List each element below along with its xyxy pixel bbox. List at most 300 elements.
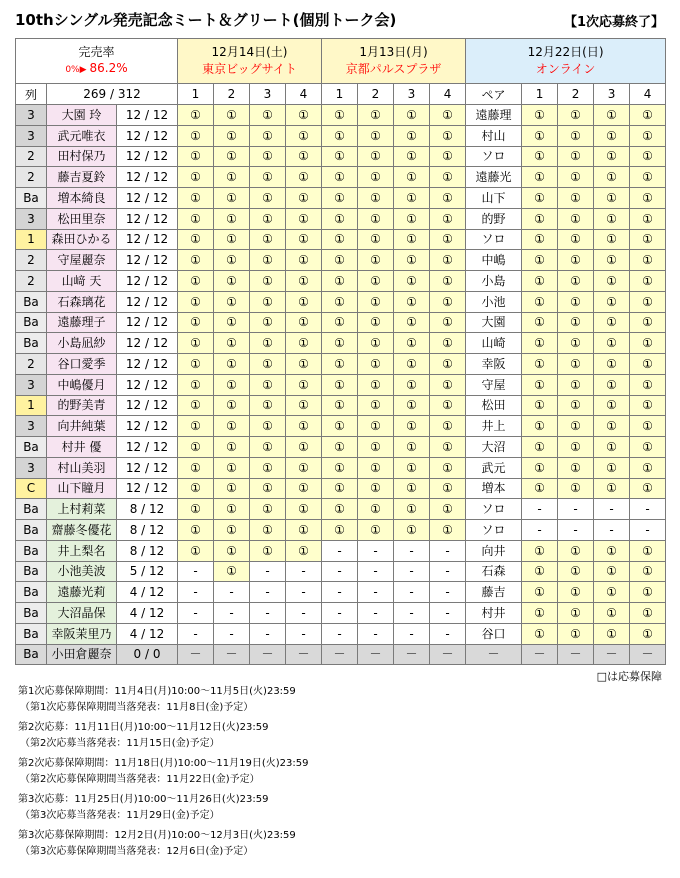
- kyoto-slot-cell: ①: [394, 250, 430, 271]
- online-slot-cell: ①: [630, 333, 666, 354]
- online-slot-cell: －: [594, 644, 630, 665]
- online-slot-cell: ①: [630, 167, 666, 188]
- online-slot-cell: ①: [630, 623, 666, 644]
- row-position-cell: 3: [16, 374, 47, 395]
- kyoto-slot-cell: ①: [358, 333, 394, 354]
- tokyo-slot-cell: ①: [178, 354, 214, 375]
- tokyo-slot-cell: ①: [178, 188, 214, 209]
- tokyo-slot-cell: ①: [250, 105, 286, 126]
- sellout-rate-label: 完売率: [78, 45, 115, 59]
- kyoto-slot-cell: -: [394, 561, 430, 582]
- row-position-cell: Ba: [16, 520, 47, 541]
- schedule-note: [18, 720, 309, 752]
- kyoto-slot-cell: ①: [322, 105, 358, 126]
- event-date: 12月14日(土): [211, 45, 288, 59]
- kyoto-slot-cell: ①: [322, 167, 358, 188]
- kyoto-slot-cell: ①: [358, 395, 394, 416]
- kyoto-slot-cell: ①: [430, 188, 466, 209]
- online-slot-cell: ①: [594, 437, 630, 458]
- online-slot-cell: ①: [558, 312, 594, 333]
- online-slot-cell: ①: [630, 105, 666, 126]
- tokyo-slot-cell: ①: [178, 416, 214, 437]
- kyoto-slot-cell: ①: [322, 229, 358, 250]
- online-slot-cell: ①: [522, 291, 558, 312]
- online-slot-cell: ①: [522, 437, 558, 458]
- online-slot-cell: ①: [522, 208, 558, 229]
- online-slot-cell: ①: [522, 105, 558, 126]
- pair-cell: 小島: [466, 271, 522, 292]
- schedule-note: [18, 684, 309, 716]
- kyoto-slot-cell: ①: [394, 374, 430, 395]
- kyoto-slot-cell: -: [430, 582, 466, 603]
- tokyo-slot-cell: -: [178, 623, 214, 644]
- kyoto-slot-cell: -: [322, 603, 358, 624]
- sold-count-cell: 0 / 0: [117, 644, 178, 665]
- online-slot-cell: ①: [594, 250, 630, 271]
- tokyo-slot-cell: ①: [178, 291, 214, 312]
- online-slot-cell: ①: [594, 229, 630, 250]
- kyoto-slot-cell: ①: [394, 437, 430, 458]
- kyoto-slot-cell: －: [430, 644, 466, 665]
- kyoto-slot-cell: -: [358, 623, 394, 644]
- kyoto-slot-cell: ①: [322, 333, 358, 354]
- schedule-note: [18, 792, 309, 824]
- kyoto-slot-cell: ①: [430, 105, 466, 126]
- online-slot-cell: ①: [522, 271, 558, 292]
- sold-count-cell: 8 / 12: [117, 520, 178, 541]
- tokyo-slot-cell: ①: [214, 291, 250, 312]
- kyoto-slot-cell: ①: [358, 125, 394, 146]
- tokyo-slot-cell: －: [178, 644, 214, 665]
- application-period: 第2次応募保障期間：11月18日(月)10:00～11月19日(火)23:59: [18, 758, 309, 769]
- tokyo-slot-cell: ①: [178, 229, 214, 250]
- slot-header: 4: [286, 84, 322, 105]
- pair-cell: 藤吉: [466, 582, 522, 603]
- tokyo-slot-cell: ①: [178, 125, 214, 146]
- online-slot-cell: －: [558, 644, 594, 665]
- kyoto-slot-cell: ①: [322, 478, 358, 499]
- pair-cell: 山下: [466, 188, 522, 209]
- schedule-note: [18, 756, 309, 788]
- online-slot-cell: ①: [630, 540, 666, 561]
- kyoto-slot-cell: ①: [358, 167, 394, 188]
- table-row: [16, 437, 666, 458]
- kyoto-slot-cell: ①: [358, 229, 394, 250]
- tokyo-slot-cell: ①: [178, 208, 214, 229]
- kyoto-slot-cell: ①: [430, 271, 466, 292]
- online-slot-cell: ①: [630, 312, 666, 333]
- kyoto-slot-cell: -: [322, 623, 358, 644]
- online-slot-cell: ①: [522, 623, 558, 644]
- pair-cell: 的野: [466, 208, 522, 229]
- kyoto-slot-cell: ①: [358, 105, 394, 126]
- table-row: [16, 354, 666, 375]
- tokyo-slot-cell: ①: [178, 457, 214, 478]
- online-slot-cell: ①: [630, 208, 666, 229]
- tokyo-slot-cell: ①: [214, 478, 250, 499]
- kyoto-slot-cell: ①: [430, 250, 466, 271]
- kyoto-slot-cell: ①: [430, 478, 466, 499]
- online-slot-cell: ①: [558, 188, 594, 209]
- online-slot-cell: ①: [594, 582, 630, 603]
- event-date: 12月22日(日): [527, 45, 604, 59]
- event-header-online: [466, 39, 666, 84]
- online-slot-cell: ①: [558, 229, 594, 250]
- online-slot-cell: ①: [558, 582, 594, 603]
- table-row: [16, 271, 666, 292]
- sold-count-cell: 5 / 12: [117, 561, 178, 582]
- member-name-cell: 田村保乃: [47, 146, 117, 167]
- kyoto-slot-cell: ①: [322, 457, 358, 478]
- pair-cell: 武元: [466, 457, 522, 478]
- slot-header: 1: [322, 84, 358, 105]
- row-position-cell: Ba: [16, 540, 47, 561]
- kyoto-slot-cell: ①: [322, 520, 358, 541]
- tokyo-slot-cell: ①: [286, 437, 322, 458]
- online-slot-cell: ①: [594, 146, 630, 167]
- online-slot-cell: ①: [558, 623, 594, 644]
- tokyo-slot-cell: ①: [286, 478, 322, 499]
- sold-count-cell: 4 / 12: [117, 603, 178, 624]
- result-announcement: （第3次応募保障期間当落発表：12月6日(金)予定）: [20, 846, 254, 857]
- tokyo-slot-cell: -: [286, 603, 322, 624]
- pair-cell: 中嶋: [466, 250, 522, 271]
- application-period: 第3次応募：11月25日(月)10:00～11月26日(火)23:59: [18, 794, 269, 805]
- row-position-cell: 2: [16, 354, 47, 375]
- online-slot-cell: ①: [522, 167, 558, 188]
- table-row: [16, 125, 666, 146]
- online-slot-cell: ①: [558, 561, 594, 582]
- row-position-cell: 2: [16, 271, 47, 292]
- tokyo-slot-cell: ①: [214, 250, 250, 271]
- kyoto-slot-cell: ①: [358, 416, 394, 437]
- online-slot-cell: ①: [594, 457, 630, 478]
- member-name-cell: 松田里奈: [47, 208, 117, 229]
- tokyo-slot-cell: ①: [250, 125, 286, 146]
- online-slot-cell: ①: [558, 291, 594, 312]
- online-slot-cell: ①: [522, 374, 558, 395]
- tokyo-slot-cell: ①: [178, 167, 214, 188]
- tokyo-slot-cell: ①: [286, 229, 322, 250]
- kyoto-slot-cell: ①: [394, 499, 430, 520]
- tokyo-slot-cell: ①: [250, 271, 286, 292]
- online-slot-cell: ①: [522, 416, 558, 437]
- tokyo-slot-cell: ①: [250, 167, 286, 188]
- slot-header: 4: [430, 84, 466, 105]
- table-header-slots: [16, 84, 666, 105]
- tokyo-slot-cell: ①: [286, 250, 322, 271]
- kyoto-slot-cell: ①: [394, 395, 430, 416]
- kyoto-slot-cell: ①: [358, 271, 394, 292]
- tokyo-slot-cell: ①: [286, 271, 322, 292]
- tokyo-slot-cell: -: [250, 623, 286, 644]
- tokyo-slot-cell: ①: [178, 250, 214, 271]
- tokyo-slot-cell: -: [178, 582, 214, 603]
- tokyo-slot-cell: ①: [178, 437, 214, 458]
- pair-cell: 松田: [466, 395, 522, 416]
- tokyo-slot-cell: ①: [250, 188, 286, 209]
- table-row: [16, 395, 666, 416]
- tokyo-slot-cell: ①: [214, 271, 250, 292]
- sellout-rate-value: 86.2%: [89, 61, 128, 75]
- slot-header: 2: [558, 84, 594, 105]
- kyoto-slot-cell: ①: [430, 167, 466, 188]
- online-slot-cell: -: [594, 499, 630, 520]
- pair-cell: ソロ: [466, 499, 522, 520]
- tokyo-slot-cell: ①: [214, 188, 250, 209]
- table-body: [16, 105, 666, 665]
- slot-header: 3: [594, 84, 630, 105]
- sellout-rate-from: 0%: [65, 65, 80, 75]
- tokyo-slot-cell: ①: [250, 478, 286, 499]
- row-position-cell: 3: [16, 416, 47, 437]
- table-row: [16, 561, 666, 582]
- table-row: [16, 644, 666, 665]
- tokyo-slot-cell: -: [286, 582, 322, 603]
- tokyo-slot-cell: ①: [214, 167, 250, 188]
- pair-cell: 村山: [466, 125, 522, 146]
- online-slot-cell: ①: [522, 582, 558, 603]
- tokyo-slot-cell: ①: [178, 333, 214, 354]
- online-slot-cell: ①: [630, 229, 666, 250]
- online-slot-cell: ①: [630, 478, 666, 499]
- tokyo-slot-cell: ①: [250, 354, 286, 375]
- online-slot-cell: ①: [558, 457, 594, 478]
- online-slot-cell: ①: [558, 167, 594, 188]
- kyoto-slot-cell: ①: [358, 499, 394, 520]
- kyoto-slot-cell: ①: [430, 374, 466, 395]
- table-row: [16, 603, 666, 624]
- col-header-pair: ペア: [466, 84, 522, 105]
- sold-count-cell: 12 / 12: [117, 125, 178, 146]
- kyoto-slot-cell: ①: [322, 395, 358, 416]
- row-position-cell: 3: [16, 105, 47, 126]
- tokyo-slot-cell: -: [286, 561, 322, 582]
- online-slot-cell: ①: [630, 250, 666, 271]
- table-row: [16, 374, 666, 395]
- col-header-row-position: 列: [16, 84, 47, 105]
- tokyo-slot-cell: ①: [178, 395, 214, 416]
- tokyo-slot-cell: ①: [250, 146, 286, 167]
- status-badge: 【1次応募終了】: [563, 15, 664, 30]
- pair-cell: 守屋: [466, 374, 522, 395]
- pair-cell: 井上: [466, 416, 522, 437]
- online-slot-cell: ①: [594, 354, 630, 375]
- kyoto-slot-cell: ①: [430, 416, 466, 437]
- tokyo-slot-cell: ①: [250, 499, 286, 520]
- arrow-right-icon: ▶: [79, 65, 87, 75]
- pair-cell: 幸阪: [466, 354, 522, 375]
- pair-cell: 小池: [466, 291, 522, 312]
- kyoto-slot-cell: ①: [430, 146, 466, 167]
- sold-count-cell: 12 / 12: [117, 457, 178, 478]
- online-slot-cell: -: [558, 499, 594, 520]
- tokyo-slot-cell: -: [178, 603, 214, 624]
- online-slot-cell: ①: [522, 603, 558, 624]
- tokyo-slot-cell: ①: [286, 540, 322, 561]
- tokyo-slot-cell: ①: [286, 374, 322, 395]
- sold-count-cell: 12 / 12: [117, 478, 178, 499]
- pair-cell: 村井: [466, 603, 522, 624]
- tokyo-slot-cell: ①: [250, 291, 286, 312]
- slot-header: 3: [250, 84, 286, 105]
- kyoto-slot-cell: ①: [430, 229, 466, 250]
- kyoto-slot-cell: -: [430, 603, 466, 624]
- event-venue: 京都パルスプラザ: [345, 62, 442, 76]
- tokyo-slot-cell: ①: [250, 333, 286, 354]
- online-slot-cell: ①: [594, 561, 630, 582]
- kyoto-slot-cell: ①: [322, 208, 358, 229]
- kyoto-slot-cell: ①: [322, 291, 358, 312]
- kyoto-slot-cell: ①: [394, 478, 430, 499]
- kyoto-slot-cell: ①: [358, 374, 394, 395]
- online-slot-cell: ①: [558, 540, 594, 561]
- kyoto-slot-cell: ①: [430, 499, 466, 520]
- kyoto-slot-cell: -: [430, 540, 466, 561]
- kyoto-slot-cell: ①: [430, 333, 466, 354]
- result-announcement: （第2次応募保障期間当落発表：11月22日(金)予定）: [20, 774, 260, 785]
- online-slot-cell: ①: [558, 437, 594, 458]
- tokyo-slot-cell: ①: [214, 540, 250, 561]
- member-name-cell: 中嶋優月: [47, 374, 117, 395]
- member-name-cell: 上村莉菜: [47, 499, 117, 520]
- table-header-events: [16, 39, 666, 84]
- online-slot-cell: ①: [630, 354, 666, 375]
- kyoto-slot-cell: ①: [358, 188, 394, 209]
- member-name-cell: 齋藤冬優花: [47, 520, 117, 541]
- tokyo-slot-cell: ①: [178, 540, 214, 561]
- online-slot-cell: －: [630, 644, 666, 665]
- tokyo-slot-cell: ①: [214, 520, 250, 541]
- online-slot-cell: ①: [558, 250, 594, 271]
- tokyo-slot-cell: -: [286, 623, 322, 644]
- kyoto-slot-cell: ①: [394, 229, 430, 250]
- tokyo-slot-cell: ①: [250, 416, 286, 437]
- tokyo-slot-cell: ①: [214, 208, 250, 229]
- tokyo-slot-cell: -: [250, 582, 286, 603]
- tokyo-slot-cell: ①: [214, 561, 250, 582]
- row-position-cell: 2: [16, 250, 47, 271]
- row-position-cell: Ba: [16, 291, 47, 312]
- schedule-note: [18, 828, 309, 860]
- kyoto-slot-cell: ①: [394, 271, 430, 292]
- tokyo-slot-cell: －: [250, 644, 286, 665]
- row-position-cell: 2: [16, 146, 47, 167]
- tokyo-slot-cell: ①: [286, 188, 322, 209]
- sales-table: [15, 38, 666, 665]
- page-title: 10thシングル発売記念ミート＆グリート(個別トーク会): [15, 11, 397, 29]
- online-slot-cell: ①: [630, 188, 666, 209]
- online-slot-cell: ①: [594, 188, 630, 209]
- kyoto-slot-cell: ①: [430, 437, 466, 458]
- sold-count-cell: 4 / 12: [117, 582, 178, 603]
- row-position-cell: Ba: [16, 437, 47, 458]
- pair-cell: 谷口: [466, 623, 522, 644]
- kyoto-slot-cell: ①: [430, 208, 466, 229]
- online-slot-cell: ①: [558, 105, 594, 126]
- tokyo-slot-cell: ①: [214, 146, 250, 167]
- online-slot-cell: ①: [630, 395, 666, 416]
- sold-count-cell: 12 / 12: [117, 188, 178, 209]
- online-slot-cell: ①: [594, 271, 630, 292]
- kyoto-slot-cell: ①: [430, 291, 466, 312]
- kyoto-slot-cell: ①: [358, 478, 394, 499]
- member-name-cell: 遠藤理子: [47, 312, 117, 333]
- kyoto-slot-cell: ①: [322, 416, 358, 437]
- pair-cell: 石森: [466, 561, 522, 582]
- member-name-cell: 幸阪茉里乃: [47, 623, 117, 644]
- member-name-cell: 遠藤光莉: [47, 582, 117, 603]
- member-name-cell: 大沼晶保: [47, 603, 117, 624]
- online-slot-cell: ①: [630, 125, 666, 146]
- tokyo-slot-cell: ①: [178, 499, 214, 520]
- sellout-rate-line: [16, 60, 177, 78]
- online-slot-cell: ①: [558, 125, 594, 146]
- tokyo-slot-cell: ①: [214, 395, 250, 416]
- row-position-cell: 3: [16, 208, 47, 229]
- kyoto-slot-cell: ①: [430, 457, 466, 478]
- kyoto-slot-cell: ①: [394, 520, 430, 541]
- kyoto-slot-cell: ①: [322, 374, 358, 395]
- online-slot-cell: ①: [522, 333, 558, 354]
- member-name-cell: 守屋麗奈: [47, 250, 117, 271]
- tokyo-slot-cell: ①: [286, 167, 322, 188]
- table-row: [16, 582, 666, 603]
- tokyo-slot-cell: ①: [286, 416, 322, 437]
- tokyo-slot-cell: ①: [286, 457, 322, 478]
- pair-cell: 山崎: [466, 333, 522, 354]
- tokyo-slot-cell: ①: [214, 457, 250, 478]
- event-venue: 東京ビッグサイト: [202, 62, 297, 76]
- online-slot-cell: ①: [522, 540, 558, 561]
- slot-header: 2: [214, 84, 250, 105]
- kyoto-slot-cell: ①: [322, 499, 358, 520]
- member-name-cell: 大園 玲: [47, 105, 117, 126]
- kyoto-slot-cell: ①: [394, 208, 430, 229]
- online-slot-cell: ①: [630, 146, 666, 167]
- sold-count-cell: 12 / 12: [117, 354, 178, 375]
- kyoto-slot-cell: ①: [394, 416, 430, 437]
- kyoto-slot-cell: -: [394, 623, 430, 644]
- online-slot-cell: －: [522, 644, 558, 665]
- online-slot-cell: ①: [594, 125, 630, 146]
- tokyo-slot-cell: ①: [286, 354, 322, 375]
- application-period: 第3次応募保障期間：12月2日(月)10:00～12月3日(火)23:59: [18, 830, 296, 841]
- row-position-cell: Ba: [16, 188, 47, 209]
- online-slot-cell: ①: [558, 208, 594, 229]
- tokyo-slot-cell: ①: [250, 208, 286, 229]
- online-slot-cell: ①: [558, 146, 594, 167]
- tokyo-slot-cell: －: [286, 644, 322, 665]
- sold-count-cell: 12 / 12: [117, 437, 178, 458]
- pair-cell: 遠藤光: [466, 167, 522, 188]
- kyoto-slot-cell: -: [358, 540, 394, 561]
- tokyo-slot-cell: ①: [250, 250, 286, 271]
- online-slot-cell: ①: [630, 374, 666, 395]
- sold-count-cell: 12 / 12: [117, 229, 178, 250]
- row-position-cell: Ba: [16, 623, 47, 644]
- member-name-cell: 小池美波: [47, 561, 117, 582]
- online-slot-cell: ①: [522, 478, 558, 499]
- kyoto-slot-cell: -: [394, 603, 430, 624]
- online-slot-cell: -: [630, 499, 666, 520]
- table-row: [16, 208, 666, 229]
- online-slot-cell: ①: [594, 374, 630, 395]
- online-slot-cell: ①: [594, 540, 630, 561]
- tokyo-slot-cell: ①: [178, 105, 214, 126]
- table-row: [16, 416, 666, 437]
- event-header-tokyo: [178, 39, 322, 84]
